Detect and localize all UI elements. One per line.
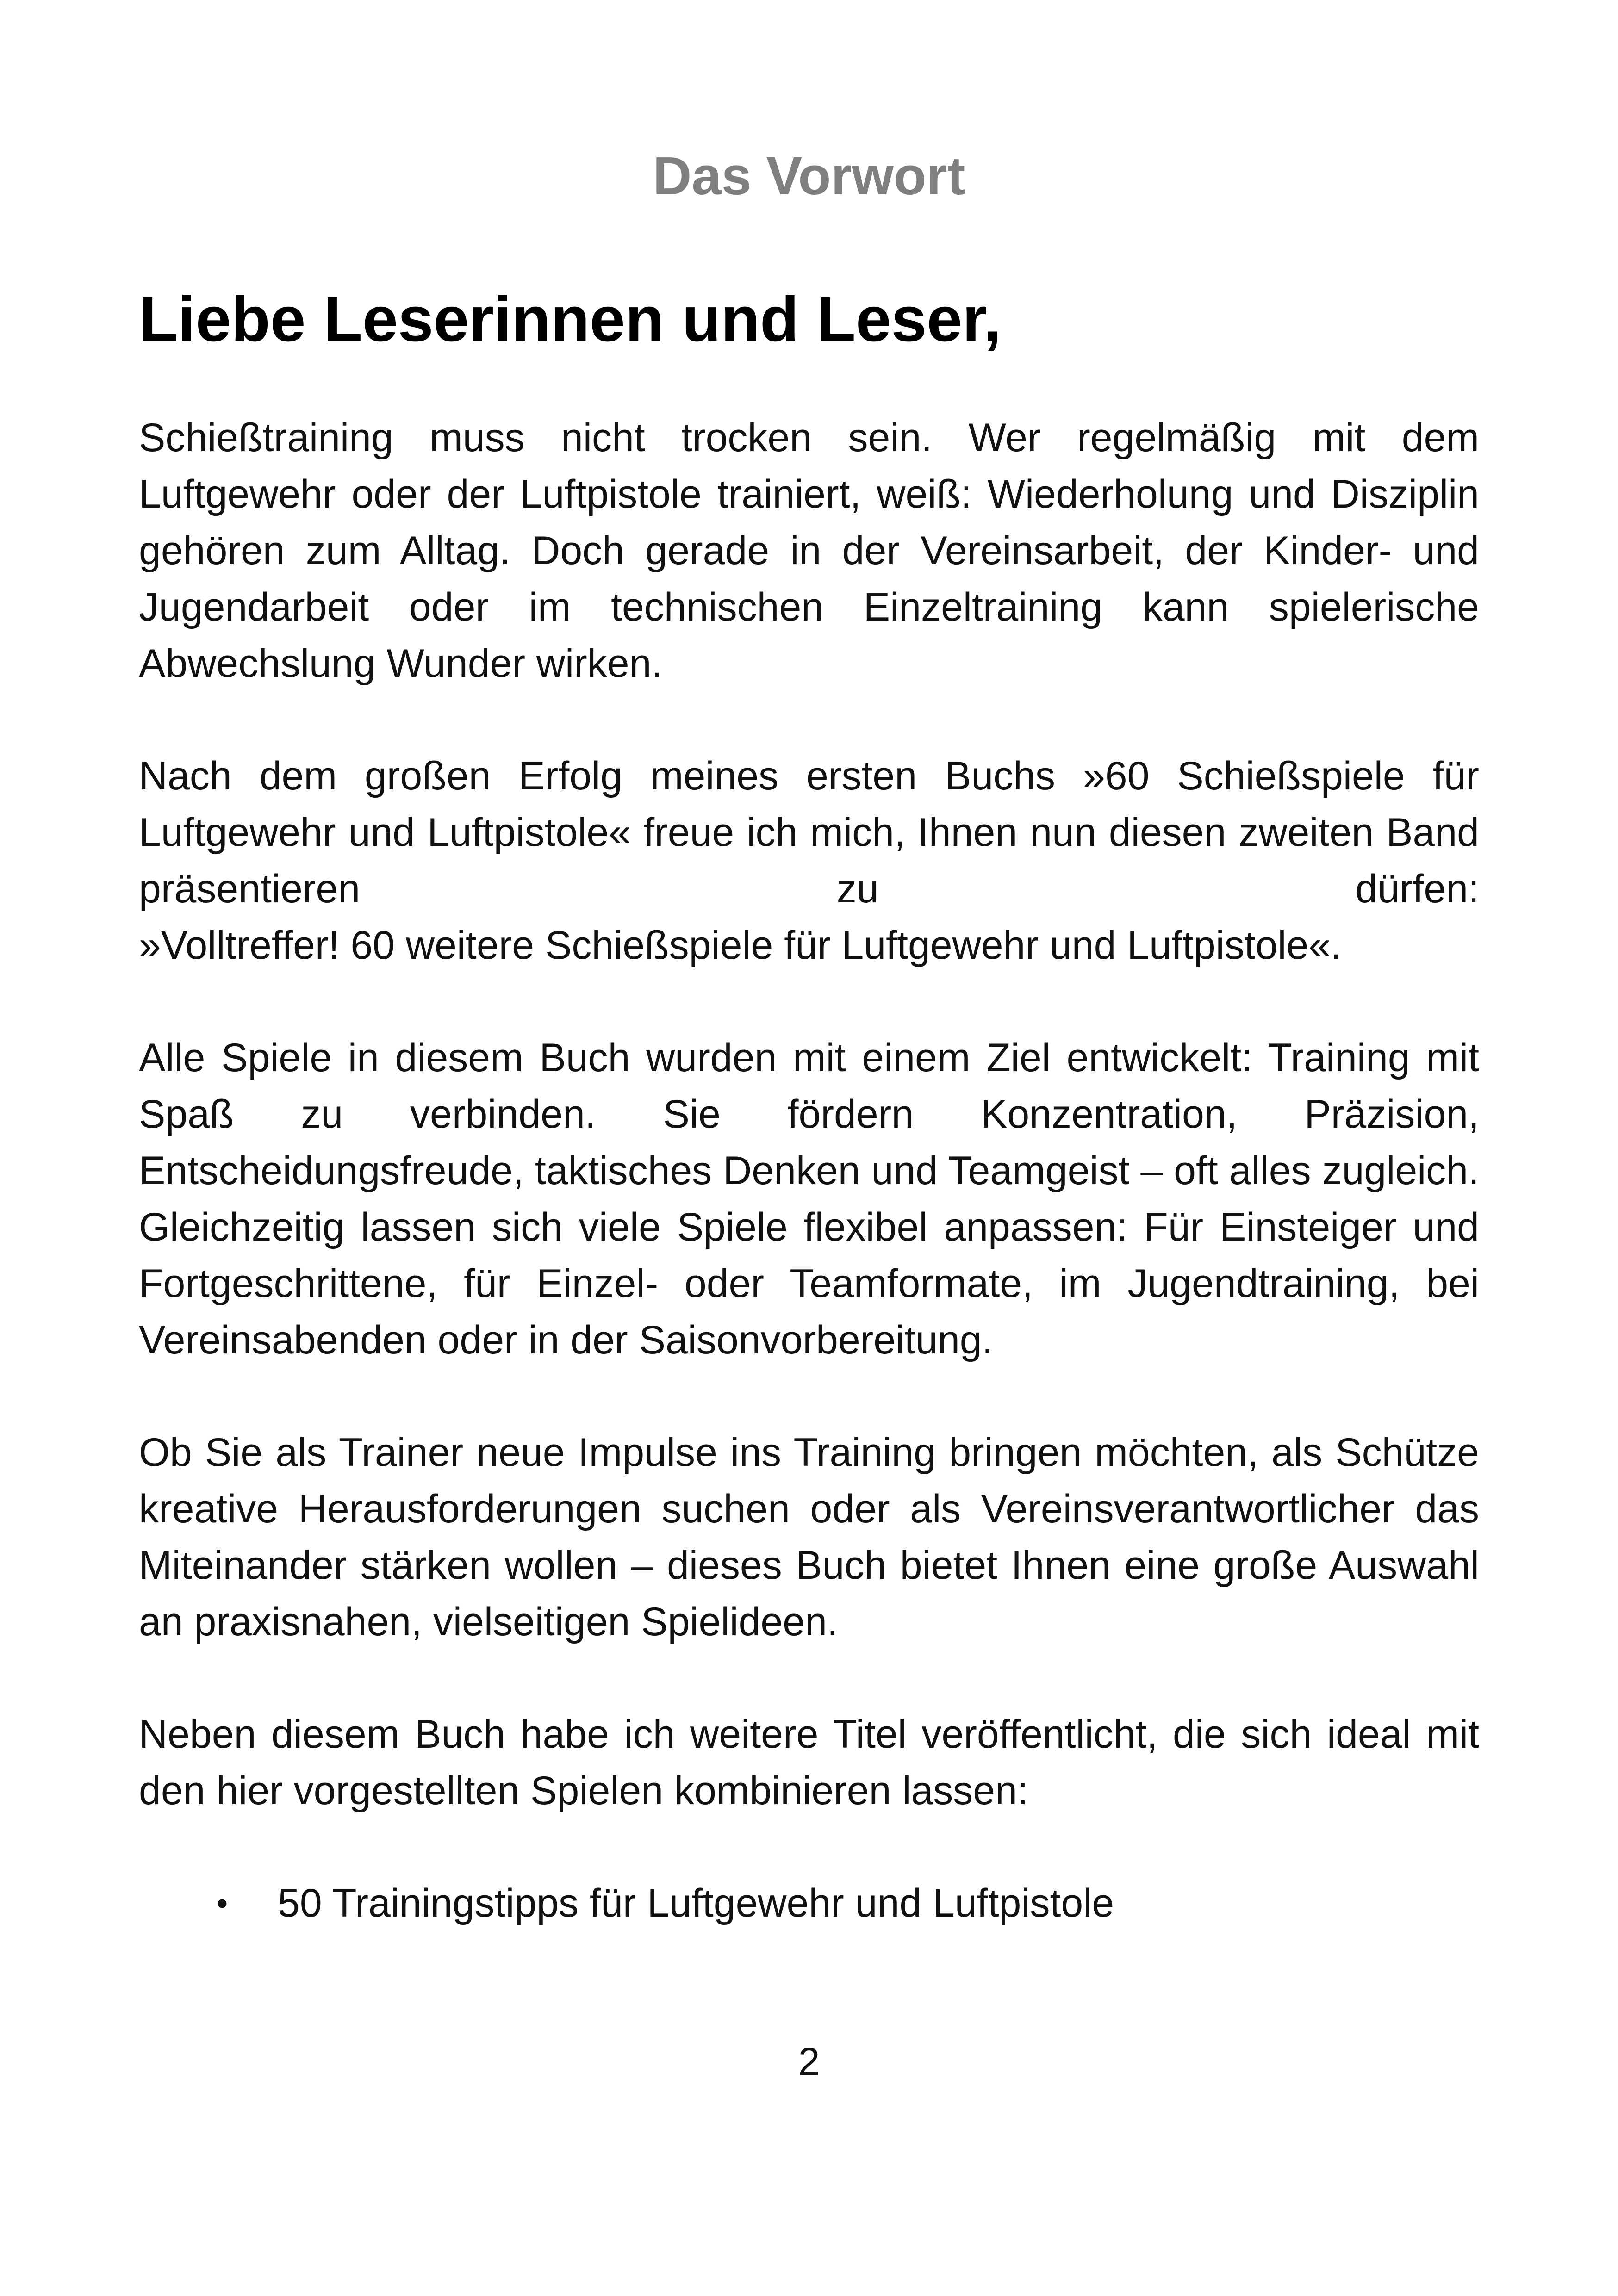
page-number: 2 [798,2040,820,2083]
bullet-icon: • [216,1885,228,1921]
paragraph-second-volume [139,748,1479,974]
paragraph-goals: Alle Spiele in diesem Buch wurden mit einem Ziel entwickelt: Training mit Spaß zu verbinden. Sie fördern Konzentration, Präzision, Entscheidungsfreude, taktisches Denken und Teamgeist – oft alles zugleich. Gleichzeitig lassen sich viele Spiele flexibel anpassen: Für Einsteiger und Fortgeschrittene, für Einzel- oder Teamformate, im Jugendtraining, bei Vereinsabenden oder in der Saisonvorbereitung. [139,1036,1479,1362]
paragraph-second-volume-text: Nach dem großen Erfolg meines ersten Buchs »60 Schießspiele für Luftgewehr und Luftpistole« freue ich mich, Ihnen nun diesen zweiten Band präsentieren zu dürfen: [139,754,1479,911]
section-title: Das Vorwort [653,146,965,206]
body-text [139,410,1479,1931]
paragraph-audience: Ob Sie als Trainer neue Impulse ins Training bringen möchten, als Schütze kreative Herausforderungen suchen oder als Vereinsverantwortlicher das Miteinander stärken wollen – dieses Buch bietet Ihnen eine große Auswahl an praxisnahen, vielseitigen Spielideen. [139,1430,1479,1644]
other-titles-list [139,1875,1479,1931]
paragraph-intro: Schießtraining muss nicht trocken sein. Wer regelmäßig mit dem Luftgewehr oder der Luftpistole trainiert, weiß: Wiederholung und Disziplin gehören zum Alltag. Doch gerade in der Vereinsarbeit, der Kinder- und Jugendarbeit oder im technischen Einzeltraining kann spielerische Abwechslung Wunder wirken. [139,416,1479,686]
list-item [139,1875,1479,1931]
salutation-heading: Liebe Leserinnen und Leser, [139,284,1002,355]
book-title-line: »Volltreffer! 60 weitere Schießspiele für Luftgewehr und Luftpistole«. [139,923,1342,968]
list-item-text: 50 Trainingstipps für Luftgewehr und Luftpistole [278,1881,1114,1925]
paragraph-other-titles: Neben diesem Buch habe ich weitere Titel veröffentlicht, die sich ideal mit den hier vorgestellten Spielen kombinieren lassen: [139,1712,1479,1813]
